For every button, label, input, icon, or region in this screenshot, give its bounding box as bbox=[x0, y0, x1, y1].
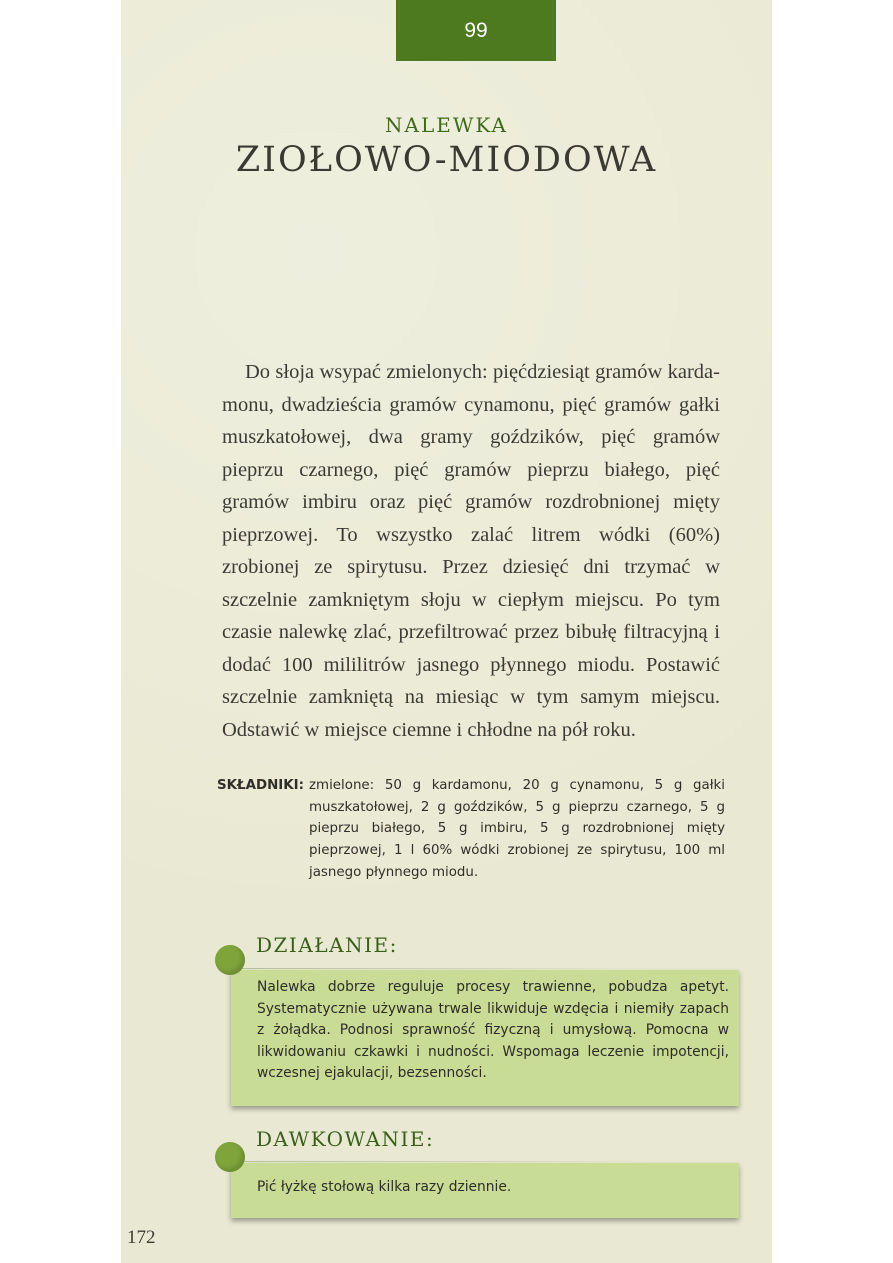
ingredients-block bbox=[217, 775, 725, 884]
dosage-text: Pić łyżkę stołową kilka razy dziennie. bbox=[257, 1179, 512, 1195]
book-page bbox=[121, 0, 772, 1263]
action-title: DZIAŁANIE: bbox=[256, 933, 398, 957]
action-box bbox=[231, 970, 739, 1106]
ingredients-label: SKŁADNIKI: bbox=[217, 778, 304, 793]
action-text: Nalewka dobrze reguluje procesy trawienne, pobudza apetyt. Systematycznie używana trwale likwiduje wzdęcia i niemiły zapach z żołądka. Podnosi sprawność fizyczną i umysłową. Pomocna w likwidowaniu czkawki i nudności. Wspomaga leczenie impotencji, wczesnej ejakulacji, bezsenności. bbox=[257, 979, 729, 1081]
dosage-bullet-dot bbox=[215, 1142, 245, 1172]
ingredients-text: zmielone: 50 g kardamonu, 20 g cynamonu, 5 g gałki muszkatołowej, 2 g goździków, 5 g pieprzu czarnego, 5 g pieprzu białego, 5 g imbiru, 5 g rozdrobnionej mięty pieprzowej, 1 l 60% wódki zrobionej ze spirytusu, 100 ml jasnego płynnego miodu. bbox=[309, 778, 725, 880]
action-divider bbox=[231, 968, 651, 969]
page-number: 172 bbox=[127, 1227, 156, 1248]
title-large: ZIOŁOWO-MIODOWA bbox=[235, 140, 658, 180]
dosage-title: DAWKOWANIE: bbox=[256, 1127, 435, 1151]
dosage-box bbox=[231, 1163, 739, 1218]
page-tab-number: 99 bbox=[396, 0, 556, 61]
title-small: NALEWKA bbox=[385, 113, 508, 137]
recipe-text: Do słoja wsypać zmielonych: pięćdziesiąt gramów kardamonu, dwadzieścia gramów cynamonu, pięć gramów gałki muszkatołowej, dwa gramy goździków, pięć gramów pieprzu czarnego, pięć gramów pieprzu białego, pięć gramów imbiru oraz pięć gramów rozdrobnionej mięty pieprzowej. To wszystko zalać litrem wódki (60%) zrobionej ze spirytusu. Przez dziesięć dni trzymać w szczelnie zamkniętym słoju w ciepłym miejscu. Po tym czasie nalewkę zlać, przefiltrować przez bibułę filtracyjną i dodać 100 mililitrów jasnego płynnego miodu. Postawić szczelnie zamkniętą na miesiąc w tym samym miejscu. Odstawić w miejsce ciemne i chłodne na pół roku. bbox=[222, 361, 720, 741]
dosage-divider bbox=[231, 1161, 651, 1162]
action-bullet-dot bbox=[215, 945, 245, 975]
